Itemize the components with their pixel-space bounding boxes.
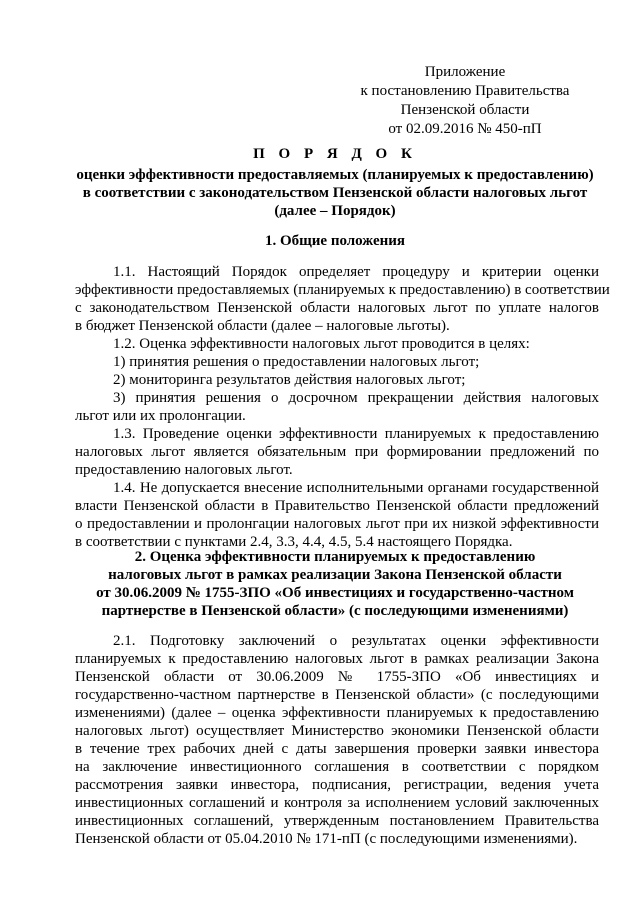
paragraph-1-4-line: о предоставлении и пролонгации налоговых льгот при их низкой эффективности — [75, 516, 599, 532]
paragraph-2-1-line: Пензенской области от 30.06.2009 № 1755-ЗПО «Об инвестициях и — [75, 669, 599, 685]
appendix-resolution: к постановлению Правительства — [360, 83, 570, 99]
appendix-title: Приложение — [424, 64, 506, 80]
document-subtitle-line1: оценки эффективности предоставляемых (планируемых к предоставлению) — [76, 167, 594, 183]
paragraph-1-4-line: власти Пензенской области в Правительство Пензенской области предложений — [75, 498, 599, 514]
paragraph-2-1-line: инвестиционных соглашений, утвержденным постановлением Правительства — [75, 813, 599, 829]
section1-body — [75, 263, 610, 551]
paragraph-1-3-line: предоставлению налоговых льгот. — [75, 462, 293, 478]
paragraph-2-1-line: планируемых к предоставлению налоговых льгот в рамках реализации Закона — [75, 651, 599, 667]
paragraph-2-1-line: 2.1. Подготовку заключений о результатах оценки эффективности — [113, 633, 599, 649]
section2-heading-line: партнерстве в Пензенской области» (с последующими изменениями) — [101, 603, 569, 619]
paragraph-1-1-line: 1.1. Настоящий Порядок определяет процедуру и критерии оценки — [113, 264, 599, 280]
paragraph-2-1-line: Пензенской области от 05.04.2010 № 171-пП (с последующими изменениями). — [75, 831, 578, 847]
paragraph-1-1-line: с законодательством Пензенской области налоговых льгот по уплате налогов — [75, 300, 599, 316]
section2-heading-line: налоговых льгот в рамках реализации Закона Пензенской области — [108, 567, 562, 583]
section2-heading — [60, 548, 610, 620]
section1-heading: 1. Общие положения — [264, 233, 406, 249]
paragraph-1-4-line: 1.4. Не допускается внесение исполнительными органами государственной — [113, 480, 599, 496]
appendix-block — [340, 63, 590, 139]
list-item-1: 1) принятия решения о предоставлении налоговых льгот; — [113, 354, 480, 370]
paragraph-2-1-line: в течение трех рабочих дней с даты завершения проверки заявки инвестора — [75, 741, 599, 757]
document-subtitle-line2: в соответствии с законодательством Пензенской области налоговых льгот — [82, 185, 588, 201]
paragraph-1-1-line: эффективности предоставляемых (планируемых к предоставлению) в соответствии — [75, 282, 610, 298]
paragraph-1-4-line: в соответствии с пунктами 2.4, 3.3, 4.4, 4.5, 5.4 настоящего Порядка. — [75, 534, 513, 550]
paragraph-2-1-line: налоговых льгот) осуществляет Министерство экономики Пензенской области — [75, 723, 599, 739]
document-title: П О Р Я Д О К — [253, 146, 417, 162]
paragraph-2-1-line: рассмотрения заявки инвестора, подписания, регистрации, ведения учета — [75, 777, 599, 793]
paragraph-2-1-line: государственно-частном партнерстве в Пензенской области» (с последующими — [75, 687, 599, 703]
paragraph-1-3-line: налоговых льгот является обязательным при формировании предложений по — [75, 444, 599, 460]
paragraph-2-1-line: на заключение инвестиционного соглашения в соответствии с порядком — [75, 759, 599, 775]
section2-heading-line: от 30.06.2009 № 1755-ЗПО «Об инвестициях и государственно-частном — [96, 585, 574, 601]
appendix-region: Пензенской области — [400, 102, 530, 118]
paragraph-2-1-line: изменениями) (далее – оценка эффективности планируемых к предоставлению — [75, 705, 599, 721]
list-item-2: 2) мониторинга результатов действия налоговых льгот; — [113, 372, 466, 388]
paragraph-1-3-line: 1.3. Проведение оценки эффективности планируемых к предоставлению — [113, 426, 599, 442]
document-subtitle-line3: (далее – Порядок) — [274, 203, 396, 219]
paragraph-2-1-line: инвестиционных соглашений и контроля за исполнением условий заключенных — [75, 795, 599, 811]
list-item-3-line: льгот или их пролонгации. — [75, 408, 246, 424]
section2-heading-line: 2. Оценка эффективности планируемых к предоставлению — [134, 549, 536, 565]
section2-body — [75, 632, 599, 848]
list-item-3-line: 3) принятия решения о досрочном прекращении действия налоговых — [113, 390, 599, 406]
appendix-date-number: от 02.09.2016 № 450-пП — [388, 121, 542, 137]
paragraph-1-2: 1.2. Оценка эффективности налоговых льгот проводится в целях: — [113, 336, 530, 352]
paragraph-1-1-line: в бюджет Пензенской области (далее – налоговые льготы). — [75, 318, 450, 334]
